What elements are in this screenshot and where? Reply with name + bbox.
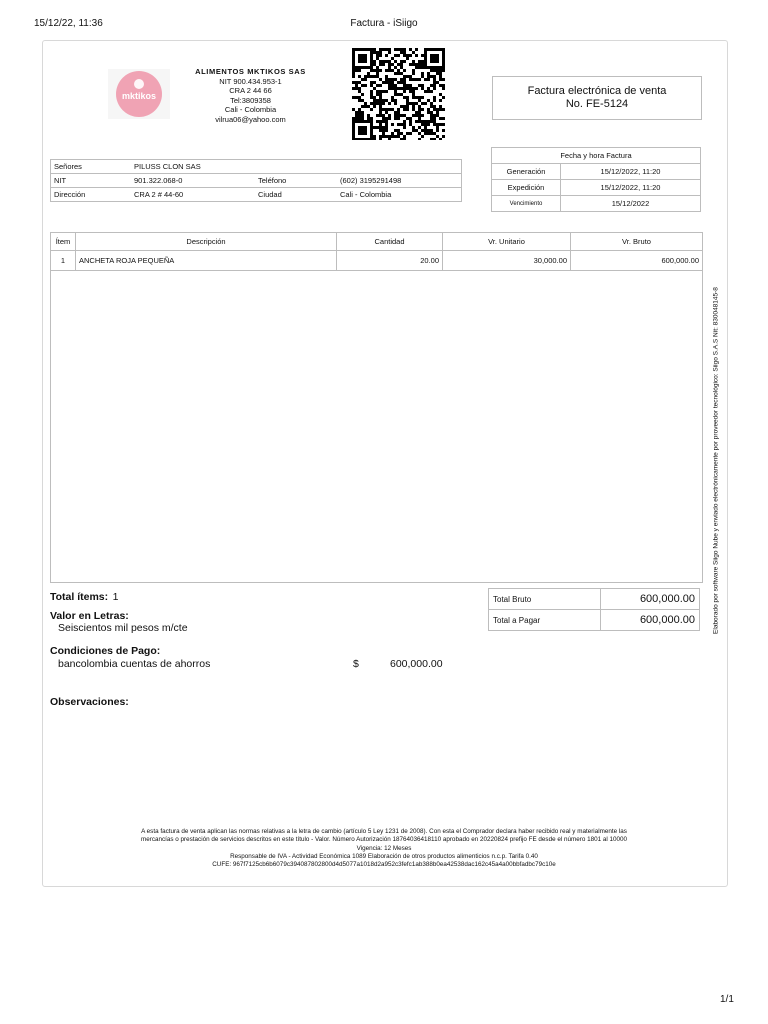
invoice-title-box	[492, 76, 702, 120]
generation-label: Generación	[492, 164, 561, 180]
customer-table	[50, 159, 462, 202]
due-label: Vencimiento	[492, 196, 561, 212]
words-label: Valor en Letras:	[50, 610, 129, 622]
legal-footer	[70, 828, 698, 869]
total-items-label: Total ítems:	[50, 591, 109, 603]
col-unit-price: Vr. Unitario	[443, 233, 571, 251]
total-pay-label: Total a Pagar	[489, 610, 601, 631]
footer-cufe: CUFE: 967f7125cb6b6079c394087802800d4d5077a1018d2a952c3fefc1ab388b0ea42538dac162c45a4a00bbfadbc79c10e	[212, 861, 556, 869]
total-gross-value: 600,000.00	[601, 589, 700, 610]
customer-phone: (602) 3195291498	[337, 174, 462, 188]
company-address: CRA 2 44 66	[229, 86, 272, 95]
company-name: ALIMENTOS MKTIKOS SAS	[195, 67, 306, 76]
company-city: Cali - Colombia	[224, 105, 277, 114]
city-label: Ciudad	[255, 188, 337, 202]
phone-label: Teléfono	[255, 174, 337, 188]
total-items-value: 1	[112, 591, 119, 603]
customer-nit: 901.322.068-0	[131, 174, 255, 188]
expedition-label: Expedición	[492, 180, 561, 196]
col-description: Descripción	[76, 233, 337, 251]
nit-label: NIT	[51, 174, 132, 188]
print-title: Factura - iSiigo	[350, 18, 418, 29]
col-item: Ítem	[51, 233, 76, 251]
print-datetime: 15/12/22, 11:36	[34, 18, 103, 29]
items-table	[51, 233, 702, 271]
row-item: 1	[51, 251, 76, 271]
generation-date: 15/12/2022, 11:20	[561, 164, 701, 180]
footer-line: Vigencia: 12 Meses	[356, 844, 412, 852]
invoice-title: Factura electrónica de venta	[527, 85, 667, 97]
company-logo	[108, 69, 170, 119]
table-row	[51, 251, 702, 271]
words-value: Seiscientos mil pesos m/cte	[58, 622, 188, 634]
customer-address: CRA 2 # 44-60	[131, 188, 255, 202]
row-unit-price: 30,000.00	[443, 251, 571, 271]
footer-line: Responsable de IVA - Actividad Económica 1089 Elaboración de otros productos alimenticios n.c.p. Tarifa 0.40	[230, 852, 538, 860]
payment-method: bancolombia cuentas de ahorros	[58, 658, 211, 670]
footer-line: A esta factura de venta aplican las normas relativas a la letra de cambio (artículo 5 Ley 1231 de 2008). Con esta el Comprador declara haber recibido real y materialmente las	[141, 828, 627, 835]
total-items	[50, 587, 118, 605]
payment-currency: $	[353, 658, 359, 670]
qr-code	[352, 48, 446, 140]
totals-table	[488, 588, 700, 631]
page-number: 1/1	[720, 994, 734, 1005]
provider-side-text: Elaborado por software Siigo Nube y enviado electrónicamente por proveedor tecnológico: Siigo S.A.S Nit: 830048145-8	[712, 287, 720, 634]
observations-label: Observaciones:	[50, 696, 129, 708]
customer-name: PILUSS CLON SAS	[134, 162, 201, 171]
payment-amount: 600,000.00	[390, 658, 443, 670]
dates-table	[491, 147, 701, 212]
company-phone: Tel:3809358	[230, 95, 271, 105]
row-description: ANCHETA ROJA PEQUEÑA	[76, 251, 337, 271]
total-pay-value: 600,000.00	[601, 610, 700, 631]
customer-city: Cali - Colombia	[337, 188, 462, 202]
address-label: Dirección	[51, 188, 132, 202]
footer-line: mercancías o prestación de servicios descritos en este título - Valor. Número Autorización 18764036418110 aprobado en 20220824 prefijo FE desde el número 1801 al 10000	[141, 836, 627, 844]
company-nit: NIT 900.434.953-1	[219, 76, 282, 86]
total-gross-label: Total Bruto	[489, 589, 601, 610]
due-date: 15/12/2022	[561, 196, 701, 212]
company-info	[178, 67, 323, 124]
row-gross: 600,000.00	[571, 251, 703, 271]
col-gross: Vr. Bruto	[571, 233, 703, 251]
items-table-container	[50, 232, 703, 583]
payment-label: Condiciones de Pago:	[50, 645, 161, 657]
logo-text: mktikos	[121, 91, 157, 101]
dates-header: Fecha y hora Factura	[492, 148, 701, 164]
expedition-date: 15/12/2022, 11:20	[561, 180, 701, 196]
customer-label: Señores	[54, 162, 82, 171]
provider-side-note	[706, 272, 726, 657]
invoice-number: No. FE-5124	[565, 98, 629, 110]
row-quantity: 20.00	[337, 251, 443, 271]
company-email: vilrua06@yahoo.com	[215, 114, 286, 124]
col-quantity: Cantidad	[337, 233, 443, 251]
